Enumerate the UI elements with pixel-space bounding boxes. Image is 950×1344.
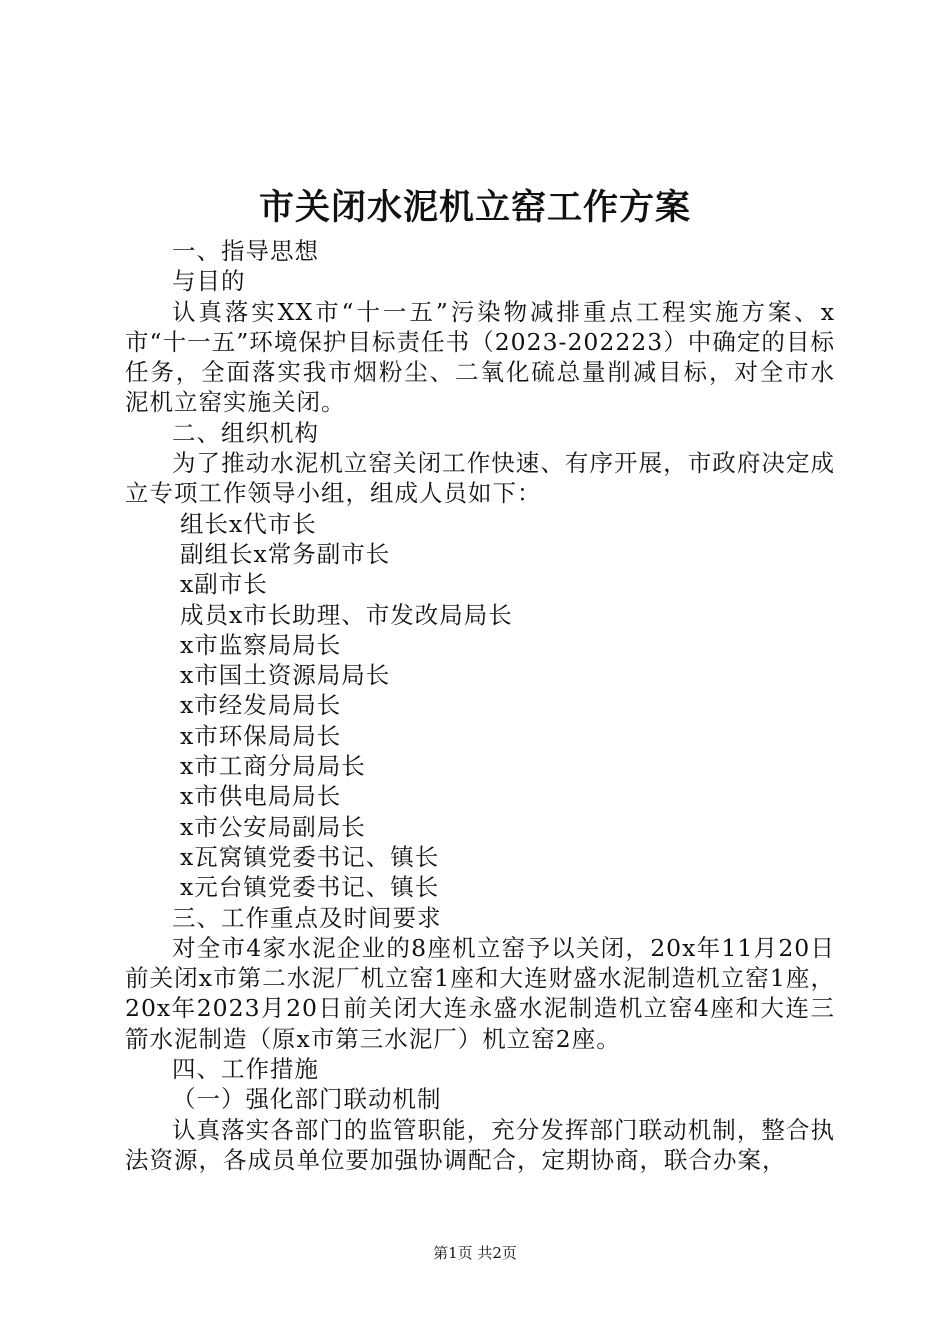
- document-title: 市关闭水泥机立窑工作方案: [258, 187, 691, 228]
- paragraph: 一、指导思想: [172, 237, 319, 265]
- list-item: 成员x市长助理、市发改局局长: [180, 600, 513, 629]
- list-item: x市供电局局长: [180, 782, 342, 811]
- document-body: [125, 236, 835, 1175]
- list-item: x市工商分局局长: [180, 752, 366, 781]
- list-item: 组长x代市长: [180, 509, 317, 538]
- list-item: x市环保局局长: [180, 721, 342, 750]
- list-item: x市监察局局长: [180, 630, 342, 659]
- paragraph: 三、工作重点及时间要求: [172, 903, 442, 932]
- paragraph: 认真落实各部门的监管职能，充分发挥部门联动机制，整合执法资源，各成员单位要加强协调配合，定期协商，联合办案，: [125, 1115, 835, 1174]
- paragraph: 对全市4家水泥企业的8座机立窑予以关闭，20x年11月20日前关闭x市第二水泥厂机立窑1座和大连财盛水泥制造机立窑1座，20x年2023月20日前关闭大连永盛水泥制造机立窑4座和大连三箭水泥制造（原x市第三水泥厂）机立窑2座。: [125, 933, 835, 1053]
- paragraph: 四、工作措施: [172, 1055, 319, 1084]
- paragraph: 与目的: [172, 267, 246, 296]
- list-item: 副组长x常务副市长: [180, 539, 391, 568]
- paragraph: 二、组织机构: [172, 418, 319, 447]
- paragraph: 为了推动水泥机立窑关闭工作快速、有序开展，市政府决定成立专项工作领导小组，组成人员如下：: [125, 449, 835, 508]
- page-footer: 第1页 共2页: [433, 1244, 517, 1262]
- list-item: x市国土资源局局长: [180, 661, 391, 690]
- list-item: x市经发局局长: [180, 691, 342, 720]
- list-item: x元台镇党委书记、镇长: [180, 873, 440, 902]
- list-item: x瓦窝镇党委书记、镇长: [180, 842, 440, 871]
- list-item: x市公安局副局长: [180, 812, 366, 841]
- list-item: x副市长: [180, 570, 268, 599]
- paragraph: （一）强化部门联动机制: [172, 1085, 442, 1114]
- paragraph: 认真落实XX市“十一五”污染物减排重点工程实施方案、x市“十一五”环境保护目标责任书（2023-202223）中确定的目标任务，全面落实我市烟粉尘、二氧化硫总量削减目标，对全市水泥机立窑实施关闭。: [125, 297, 835, 417]
